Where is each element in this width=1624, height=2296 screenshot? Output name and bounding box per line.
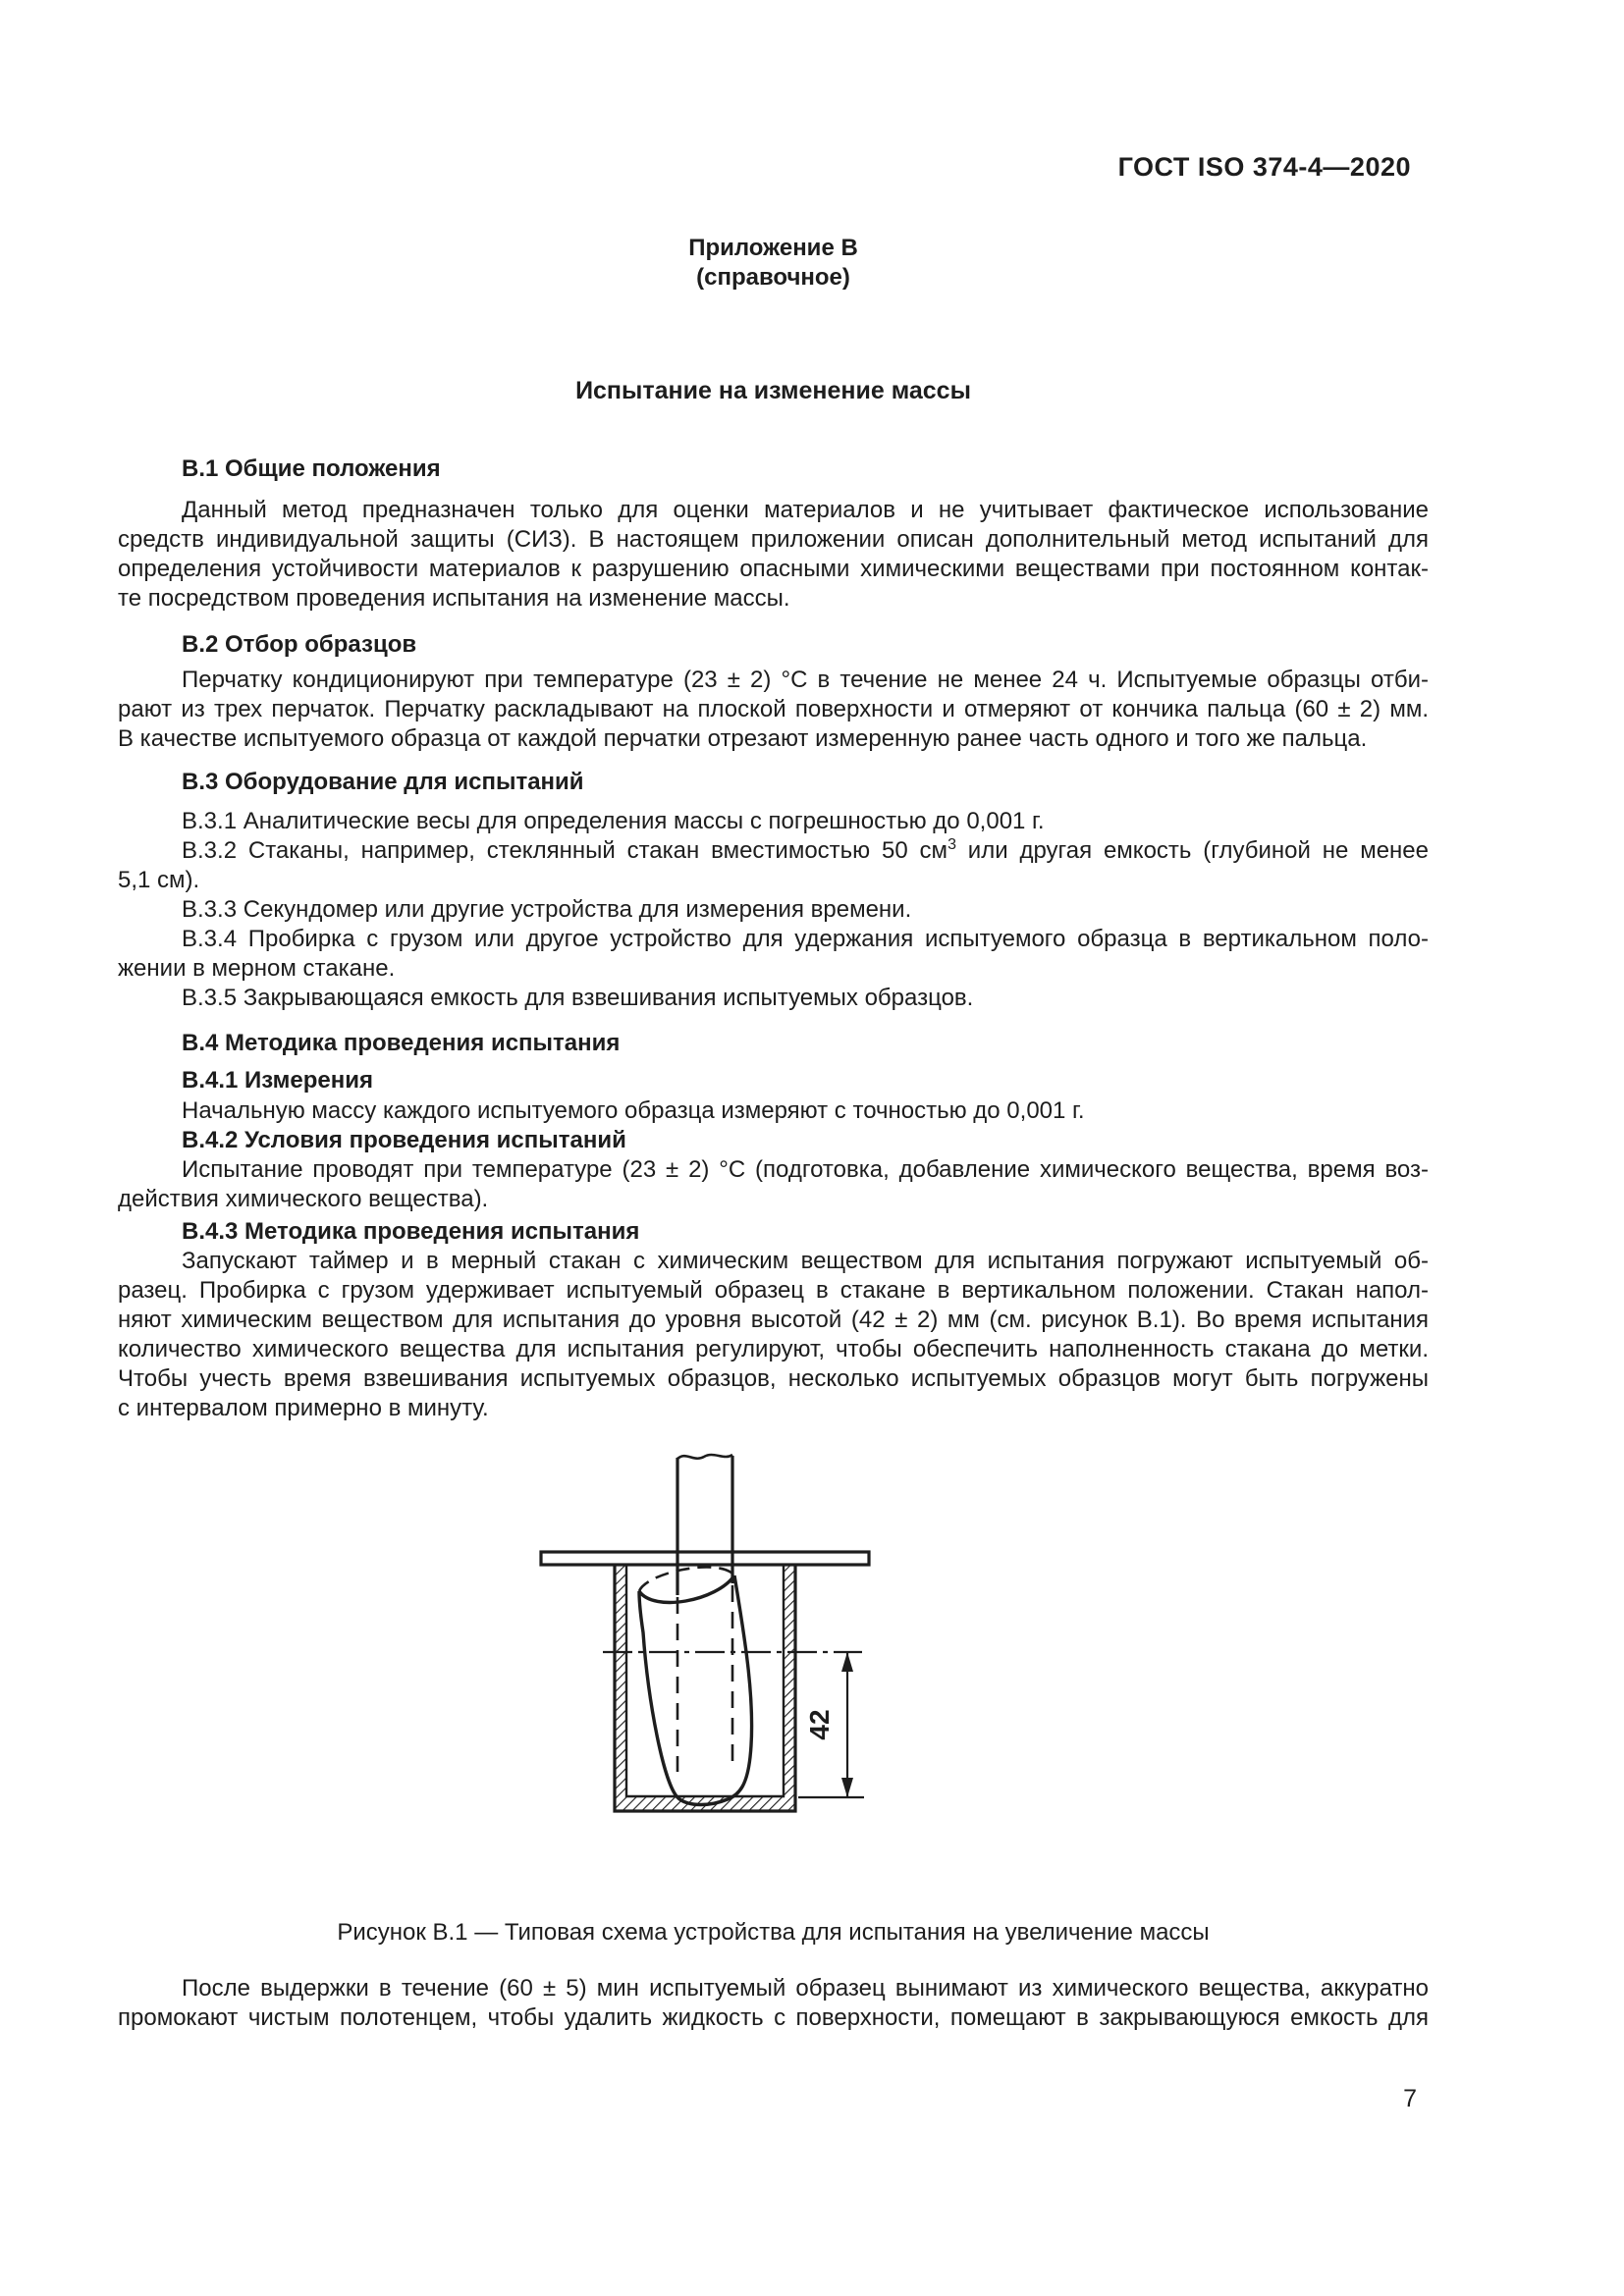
heading-b4: В.4 Методика проведения испытания xyxy=(182,1030,621,1056)
rod-hidden-lines xyxy=(677,1585,732,1772)
heading-b41: В.4.1 Измерения xyxy=(182,1067,373,1094)
paragraph-line: Начальную массу каждого испытуемого образца измеряют с точностью до 0,001 г. xyxy=(182,1097,1085,1124)
paragraph-line: определения устойчивости материалов к разрушению опасными химическими веществами при постоянном контак- xyxy=(118,556,1429,582)
annex-block xyxy=(118,234,1429,293)
list-item-b32-cont: 5,1 см). xyxy=(118,867,200,893)
heading-b42: В.4.2 Условия проведения испытаний xyxy=(182,1127,626,1153)
superscript-3: 3 xyxy=(947,836,956,853)
paragraph-line: количество химического вещества для испытания регулируют, чтобы обеспечить наполненность стакана до метки. xyxy=(118,1336,1429,1362)
b32-text-end: или другая емкость (глубиной не менее xyxy=(955,837,1429,864)
paragraph-line: Испытание проводят при температуре (23 ± 2) °С (подготовка, добавление химического вещества, время воз- xyxy=(182,1156,1429,1183)
heading-b1: В.1 Общие положения xyxy=(182,455,441,482)
doc-standard-number: ГОСТ ISO 374-4—2020 xyxy=(1117,152,1411,182)
dimension-42 xyxy=(798,1652,864,1797)
list-item-b34-cont: жении в мерном стакане. xyxy=(118,955,396,982)
list-item-b31: В.3.1 Аналитические весы для определения массы с погрешностью до 0,001 г. xyxy=(182,808,1045,834)
beaker-walls xyxy=(615,1565,795,1811)
paragraph-line: Чтобы учесть время взвешивания испытуемых образцов, несколько испытуемых образцов могут быть погружены xyxy=(118,1365,1429,1392)
page-number: 7 xyxy=(1403,2085,1417,2112)
annex-label: Приложение В xyxy=(688,235,858,261)
list-item-b33: В.3.3 Секундомер или другие устройства для измерения времени. xyxy=(182,896,912,923)
lid-plate xyxy=(541,1552,869,1565)
paragraph-line: рают из трех перчаток. Перчатку раскладывают на плоской поверхности и отмеряют от кончика пальца (60 ± 2) мм. xyxy=(118,696,1429,722)
paragraph-line: Запускают таймер и в мерный стакан с химическим веществом для испытания погружают испытуемый об- xyxy=(182,1248,1429,1274)
figure-caption: Рисунок В.1 — Типовая схема устройства для испытания на увеличение массы xyxy=(337,1919,1210,1946)
paragraph-line: те посредством проведения испытания на изменение массы. xyxy=(118,585,790,612)
heading-b2: В.2 Отбор образцов xyxy=(182,631,417,658)
figure-b1 xyxy=(118,1448,1429,1827)
paragraph-line: В качестве испытуемого образца от каждой перчатки отрезают измеренную ранее часть одного и того же пальца. xyxy=(118,725,1368,752)
paragraph-line: После выдержки в течение (60 ± 5) мин испытуемый образец вынимают из химического вещества, аккуратно xyxy=(182,1975,1429,2002)
paragraph-line: с интервалом примерно в минуту. xyxy=(118,1395,489,1421)
b32-text-start: В.3.2 Стаканы, например, стеклянный стакан вместимостью 50 см xyxy=(182,837,948,864)
paragraph-line: Данный метод предназначен только для оценки материалов и не учитывает фактическое использование xyxy=(182,497,1429,523)
closing-paragraph xyxy=(118,1974,1429,2033)
list-item-b32 xyxy=(118,836,1429,866)
page-title: Испытание на изменение массы xyxy=(575,377,971,404)
heading-b43: В.4.3 Методика проведения испытания xyxy=(182,1218,640,1245)
figure-b1-diagram xyxy=(499,1448,1049,1819)
list-item-b34: В.3.4 Пробирка с грузом или другое устройство для удержания испытуемого образца в вертикальном поло- xyxy=(182,926,1429,952)
paragraph-line: действия химического вещества). xyxy=(118,1186,489,1212)
holding-rod xyxy=(677,1455,732,1595)
dimension-label: 42 xyxy=(803,1709,835,1740)
paragraph-line: разец. Пробирка с грузом удерживает испытуемый образец в стакане в вертикальном положении. Стакан напол- xyxy=(118,1277,1429,1304)
heading-b3: В.3 Оборудование для испытаний xyxy=(182,769,584,795)
paragraph-line: няют химическим веществом для испытания до уровня высотой (42 ± 2) мм (см. рисунок В.1). Во время испытания xyxy=(118,1307,1429,1333)
paragraph-line: Перчатку кондиционируют при температуре (23 ± 2) °С в течение не менее 24 ч. Испытуемые образцы отби- xyxy=(182,667,1429,693)
paragraph-line: средств индивидуальной защиты (СИЗ). В настоящем приложении описан дополнительный метод испытаний для xyxy=(118,526,1429,553)
annex-kind: (справочное) xyxy=(696,264,850,291)
list-item-b35: В.3.5 Закрывающаяся емкость для взвешивания испытуемых образцов. xyxy=(182,985,974,1011)
paragraph-line: промокают чистым полотенцем, чтобы удалить жидкость с поверхности, помещают в закрывающуюся емкость для xyxy=(118,2004,1429,2031)
test-specimen xyxy=(639,1567,752,1804)
